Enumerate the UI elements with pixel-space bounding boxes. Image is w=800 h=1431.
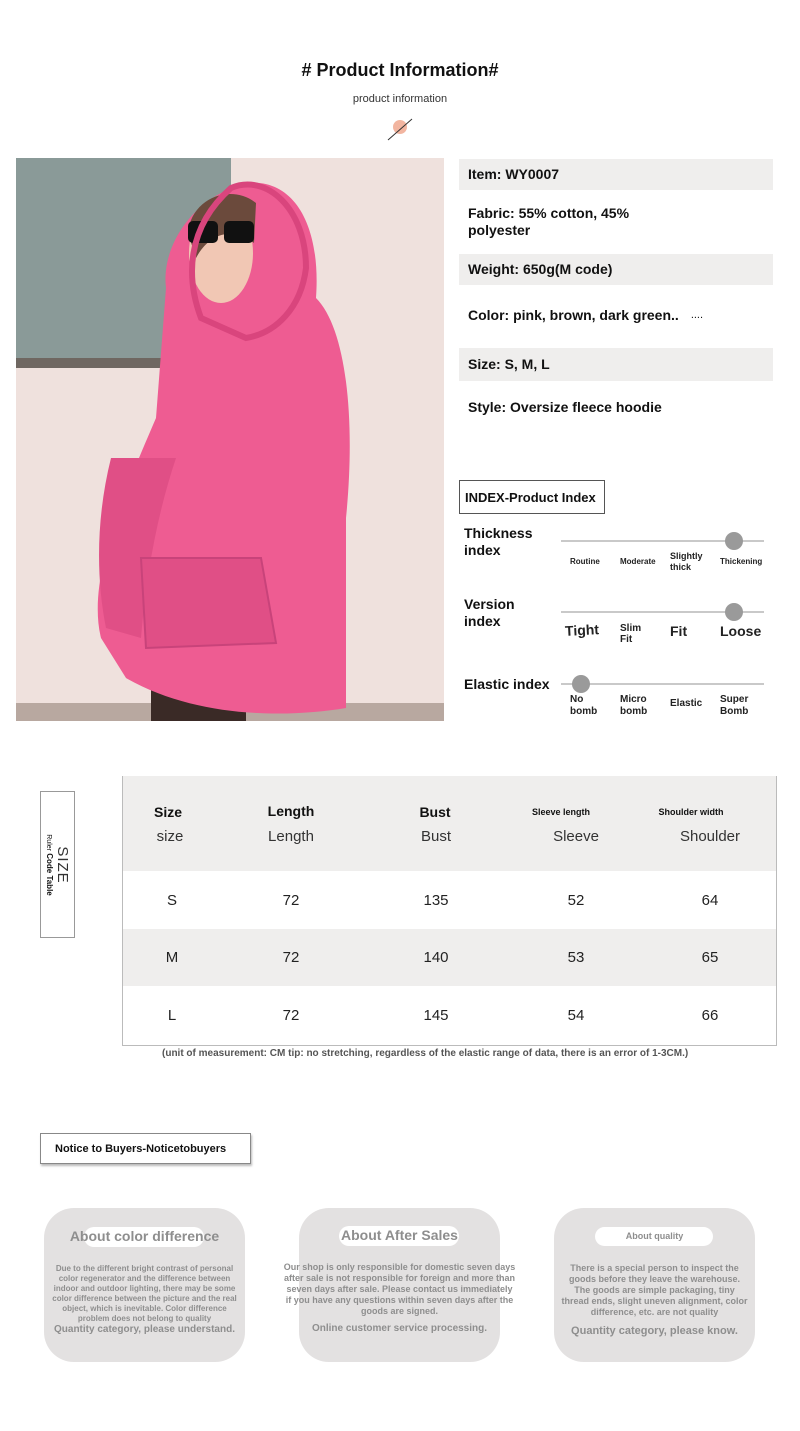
card-body: Our shop is only responsible for domestic seven days after sale is not responsible for foreign and more than seven days after sale. Please contact us immediately if you have any questions within seven days after the goods are signed. <box>283 1262 516 1316</box>
notice-card-color <box>44 1208 245 1362</box>
table-row <box>123 929 776 986</box>
thickness-option: Routine <box>570 557 600 566</box>
cell-length: 72 <box>282 949 300 966</box>
header-bust-sub: Bust <box>420 828 452 845</box>
version-label: Version index <box>464 596 515 629</box>
elastic-option: Micro bomb <box>620 694 648 717</box>
notice-card-quality <box>554 1208 755 1362</box>
page-subtitle: product information <box>352 93 448 105</box>
card-body: Due to the different bright contrast of personal color regenerator and the difference between indoor and outdoor lighting, there may be some color difference between the picture and the real object, which is inevitable. Color difference problem does not belong to quality <box>52 1264 237 1323</box>
header-sleeve: Sleeve length <box>531 807 591 817</box>
card-title: About quality <box>625 1231 684 1241</box>
header-size: Size <box>153 804 183 820</box>
header-length: Length <box>267 803 315 819</box>
cell-length: 72 <box>282 892 300 909</box>
header-size-sub: size <box>156 828 184 845</box>
card-title: About color difference <box>69 1228 220 1244</box>
header-shoulder: Shoulder width <box>658 807 724 817</box>
thickness-option: Thickening <box>720 557 763 566</box>
cell-size: S <box>166 892 178 909</box>
product-photo <box>16 158 444 721</box>
elastic-label: Elastic index <box>464 676 550 692</box>
thickness-label: Thickness index <box>464 525 533 558</box>
thickness-option: Moderate <box>620 557 656 566</box>
elastic-indicator <box>572 675 590 693</box>
cell-size: M <box>165 949 179 966</box>
card-body: There is a special person to inspect the goods before they leave the warehouse. The goods are simple packaging, tiny thread ends, slight uneven alignment, color difference, etc. are not quality <box>561 1263 748 1317</box>
size-table <box>122 776 777 1046</box>
table-row <box>123 871 776 929</box>
cell-sleeve: 54 <box>567 1007 585 1024</box>
size-tag-ruler: Ruler <box>44 833 52 851</box>
size-chart-tag <box>40 791 75 938</box>
elastic-option: No bomb <box>570 694 598 717</box>
version-option: Fit <box>670 623 688 639</box>
decorative-ornament-icon <box>385 115 415 143</box>
header-bust: Bust <box>419 804 451 820</box>
cell-size: L <box>167 1007 177 1024</box>
spec-weight: Weight: 650g(M code) <box>459 254 773 285</box>
version-indicator <box>725 603 743 621</box>
cell-sleeve: 52 <box>567 892 585 909</box>
elastic-option: Super Bomb <box>720 694 749 717</box>
size-table-header <box>123 776 776 871</box>
spec-fabric: Fabric: 55% cotton, 45% polyester <box>468 205 630 238</box>
cell-shoulder: 64 <box>701 892 719 909</box>
elastic-track <box>561 683 764 685</box>
version-option: Tight <box>564 621 600 639</box>
notice-title: Notice to Buyers-Noticetobuyers <box>40 1133 251 1164</box>
card-foot: Online customer service processing. <box>311 1323 488 1334</box>
version-option: Loose <box>720 623 762 639</box>
elastic-option: Elastic <box>670 698 703 709</box>
cell-bust: 140 <box>423 949 449 966</box>
cell-shoulder: 65 <box>701 949 719 966</box>
size-tag-code: Code Table <box>44 852 54 896</box>
table-row <box>123 986 776 1045</box>
header-shoulder-sub: Shoulder <box>679 828 741 845</box>
spec-color-suffix: .... <box>690 309 704 321</box>
measurement-note: (unit of measurement: CM tip: no stretching, regardless of the elastic range of data, there is an error of 1-3CM.) <box>162 1048 689 1059</box>
header-sleeve-sub: Sleeve <box>553 828 599 845</box>
cell-length: 72 <box>282 1007 300 1024</box>
cell-bust: 135 <box>423 892 449 909</box>
spec-item: Item: WY0007 <box>459 159 773 190</box>
cell-bust: 145 <box>423 1007 449 1024</box>
notice-card-after-sales <box>283 1208 516 1362</box>
cell-shoulder: 66 <box>701 1007 719 1024</box>
card-foot: Quantity category, please understand. <box>54 1324 235 1335</box>
index-title: INDEX-Product Index <box>459 480 605 514</box>
page-title: # Product Information# <box>301 60 499 80</box>
card-foot: Quantity category, please know. <box>571 1325 738 1337</box>
spec-color <box>459 300 773 331</box>
size-tag-main: SIZE <box>53 845 71 884</box>
header-length-sub: Length <box>268 828 314 845</box>
card-title: About After Sales <box>341 1227 458 1243</box>
spec-style: Style: Oversize fleece hoodie <box>468 399 662 415</box>
size-tag-sub <box>45 834 54 896</box>
spec-size: Size: S, M, L <box>459 348 773 381</box>
cell-sleeve: 53 <box>567 949 585 966</box>
version-option: Slim Fit <box>620 623 642 645</box>
thickness-indicator <box>725 532 743 550</box>
spec-color-text: Color: pink, brown, dark green.. <box>468 307 679 323</box>
thickness-option: Slightly thick <box>670 551 703 572</box>
